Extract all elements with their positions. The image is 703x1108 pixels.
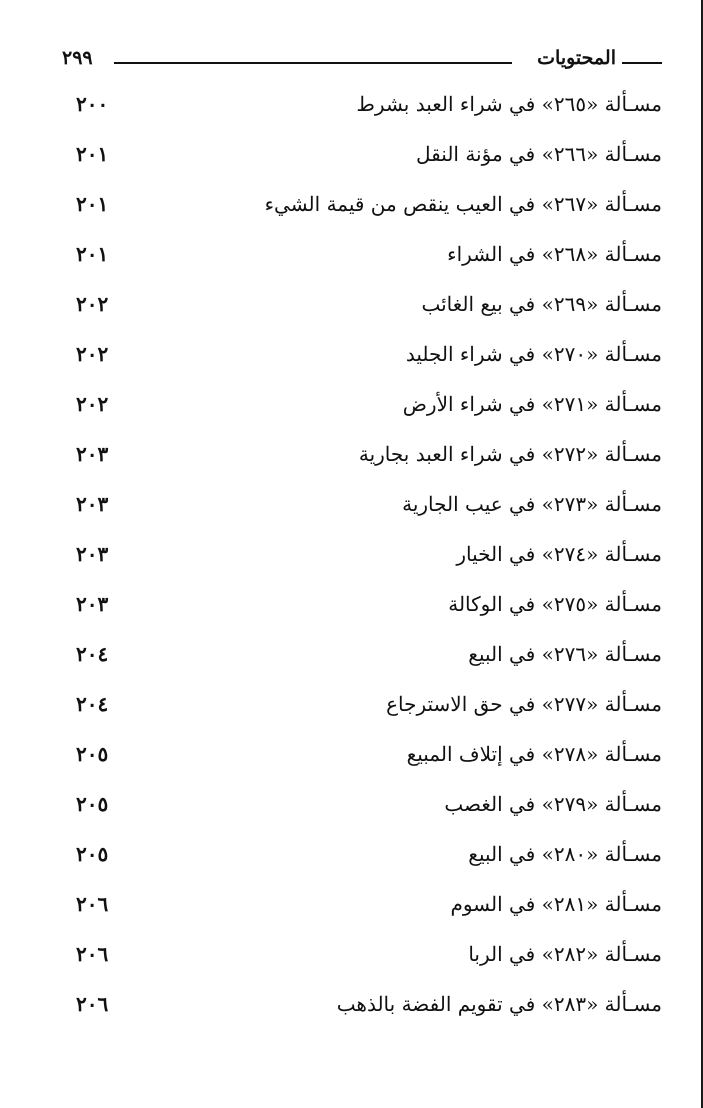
entry-page-number: ٢٠٥ xyxy=(76,742,109,766)
entry-title: مسـألة «٢٨٣» في تقويم الفضة بالذهب xyxy=(336,992,662,1016)
entry-page-number: ٢٠٣ xyxy=(76,442,109,466)
running-header xyxy=(62,45,662,77)
entry-page-number: ٢٠١ xyxy=(76,142,109,166)
entry-page-number: ٢٠٣ xyxy=(76,592,109,616)
entry-page-number: ٢٠٣ xyxy=(76,492,109,516)
entry-page-number: ٢٠٠ xyxy=(76,92,109,116)
entry-title: مسـألة «٢٨١» في السوم xyxy=(450,892,662,916)
header-title: المحتويات xyxy=(537,47,616,69)
entry-page-number: ٢٠٥ xyxy=(76,842,109,866)
entry-title: مسـألة «٢٧١» في شراء الأرض xyxy=(402,392,662,416)
entry-title: مسـألة «٢٧٤» في الخيار xyxy=(456,542,662,566)
entry-title: مسـألة «٢٦٥» في شراء العبد بشرط xyxy=(356,92,662,116)
entry-title: مسـألة «٢٧٩» في الغصب xyxy=(444,792,662,816)
entry-title: مسـألة «٢٦٩» في بيع الغائب xyxy=(421,292,662,316)
contents-entry xyxy=(62,882,662,932)
contents-entry xyxy=(62,282,662,332)
contents-entry xyxy=(62,332,662,382)
entry-title: مسـألة «٢٨٠» في البيع xyxy=(468,842,662,866)
entry-page-number: ٢٠٢ xyxy=(76,342,109,366)
contents-entry xyxy=(62,932,662,982)
entry-title: مسـألة «٢٧٠» في شراء الجليد xyxy=(405,342,662,366)
entry-page-number: ٢٠٢ xyxy=(76,292,109,316)
entry-title: مسـألة «٢٦٨» في الشراء xyxy=(447,242,662,266)
entry-title: مسـألة «٢٨٢» في الربا xyxy=(468,942,662,966)
contents-entry xyxy=(62,632,662,682)
contents-entry xyxy=(62,982,662,1032)
entry-page-number: ٢٠٥ xyxy=(76,792,109,816)
entry-page-number: ٢٠٦ xyxy=(76,992,109,1016)
header-rule-short xyxy=(622,62,662,64)
entry-page-number: ٢٠١ xyxy=(76,242,109,266)
contents-entry xyxy=(62,732,662,782)
contents-entry xyxy=(62,182,662,232)
entry-page-number: ٢٠٦ xyxy=(76,892,109,916)
header-page-number: ٢٩٩ xyxy=(62,47,93,69)
entry-page-number: ٢٠٣ xyxy=(76,542,109,566)
contents-entry xyxy=(62,232,662,282)
entry-page-number: ٢٠٢ xyxy=(76,392,109,416)
entry-title: مسـألة «٢٧٥» في الوكالة xyxy=(448,592,662,616)
entry-title: مسـألة «٢٧٧» في حق الاسترجاع xyxy=(386,692,662,716)
entry-page-number: ٢٠٦ xyxy=(76,942,109,966)
entry-page-number: ٢٠٤ xyxy=(76,642,109,666)
contents-entry xyxy=(62,582,662,632)
contents-entry xyxy=(62,382,662,432)
contents-entry xyxy=(62,482,662,532)
contents-entry xyxy=(62,682,662,732)
entry-title: مسـألة «٢٧٨» في إتلاف المبيع xyxy=(406,742,662,766)
contents-entry xyxy=(62,782,662,832)
entry-page-number: ٢٠٤ xyxy=(76,692,109,716)
contents-entry xyxy=(62,132,662,182)
entry-page-number: ٢٠١ xyxy=(76,192,109,216)
entry-title: مسـألة «٢٧٣» في عيب الجارية xyxy=(402,492,662,516)
contents-entry xyxy=(62,832,662,882)
entry-title: مسـألة «٢٦٧» في العيب ينقص من قيمة الشيء xyxy=(264,192,662,216)
contents-entry xyxy=(62,432,662,482)
contents-list xyxy=(62,82,662,1032)
header-rule-long xyxy=(114,62,512,64)
entry-title: مسـألة «٢٦٦» في مؤنة النقل xyxy=(416,142,662,166)
contents-entry xyxy=(62,532,662,582)
entry-title: مسـألة «٢٧٢» في شراء العبد بجارية xyxy=(358,442,662,466)
entry-title: مسـألة «٢٧٦» في البيع xyxy=(468,642,662,666)
contents-entry xyxy=(62,82,662,132)
